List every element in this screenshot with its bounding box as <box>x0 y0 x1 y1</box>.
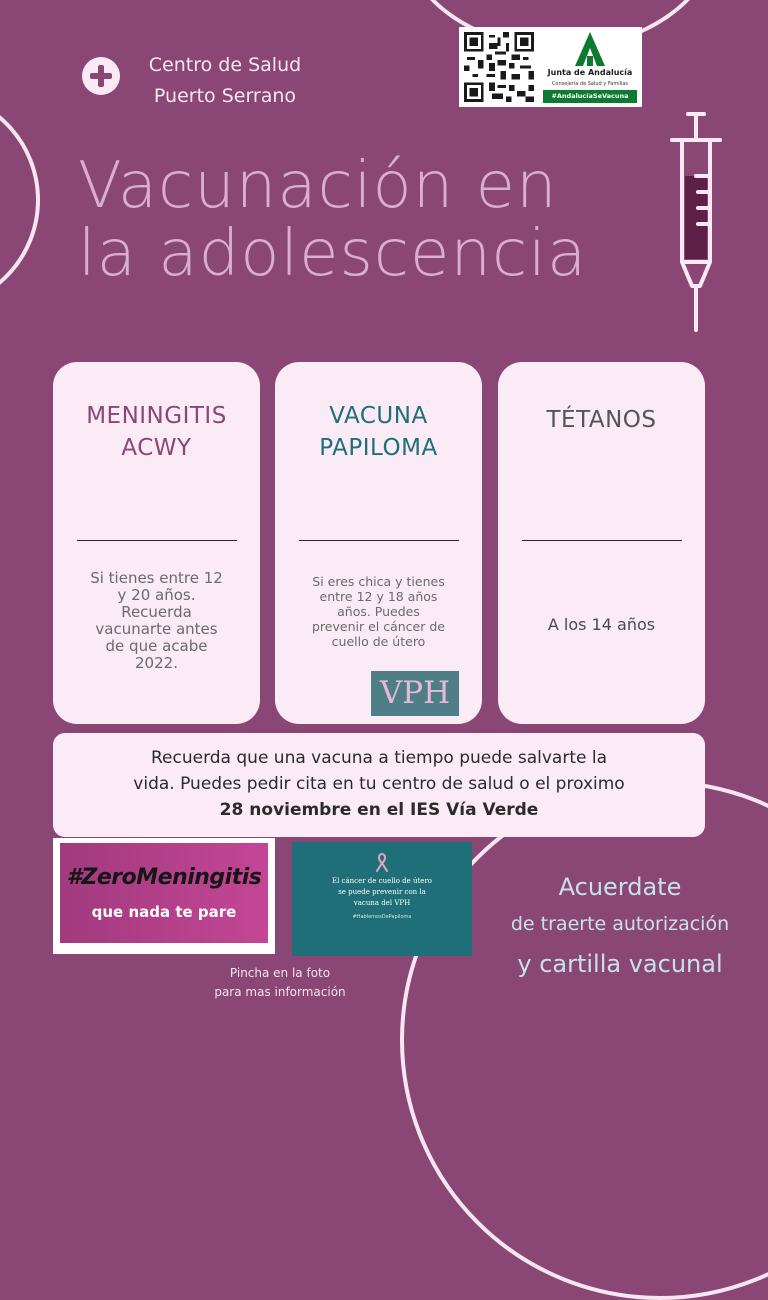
qr-code-icon[interactable] <box>464 32 534 102</box>
card-title <box>53 400 260 464</box>
health-center-line2: Puerto Serrano <box>153 85 297 107</box>
bring-documents-reminder <box>480 870 760 984</box>
card-title <box>275 400 482 464</box>
card-text-line: años. Puedes <box>337 604 420 619</box>
card-description <box>83 570 230 672</box>
card-papiloma <box>275 362 482 724</box>
junta-name: Junta de Andalucía <box>547 68 633 77</box>
card-title <box>498 404 705 436</box>
card-text-line: y 20 años. <box>117 586 196 604</box>
pink-ribbon-icon <box>372 852 392 872</box>
card-description <box>518 616 685 633</box>
zero-meningitis-image[interactable] <box>60 843 268 943</box>
vph-campaign-line: El cáncer de cuello de útero <box>331 877 433 885</box>
syringe-icon <box>666 110 726 335</box>
card-text-line: entre 12 y 18 años <box>319 589 438 604</box>
zero-meningitis-hashtag: #ZeroMeningitis <box>66 865 262 890</box>
card-text-line: Recuerda <box>121 603 192 621</box>
card-title-line1: VACUNA <box>329 403 428 429</box>
card-text-line: Si eres chica y tienes <box>312 574 445 589</box>
junta-andalucia-logo-icon <box>575 32 605 66</box>
banner-line2: vida. Puedes pedir cita en tu centro de salud o el proximo <box>133 774 625 794</box>
page-title <box>78 149 658 291</box>
banner-line3: 28 noviembre en el IES Vía Verde <box>219 800 539 820</box>
vph-campaign-line: vacuna del VPH <box>353 899 411 907</box>
junta-hashtag: #AndalucíaSeVacuna <box>543 90 637 103</box>
card-text-line: A los 14 años <box>547 615 656 634</box>
card-divider <box>522 540 682 541</box>
photo-caption-line1: Pincha en la foto <box>229 966 331 980</box>
page-title-line1: Vacunación en <box>78 149 558 223</box>
decorative-ring-left <box>0 90 40 310</box>
photo-caption <box>190 964 370 1002</box>
junta-department: Consejería de Salud y Familias <box>551 81 629 87</box>
junta-andalucia-logo[interactable] <box>541 30 639 104</box>
card-title-line2: PAPILOMA <box>319 435 438 461</box>
health-center-line1: Centro de Salud <box>148 54 302 76</box>
card-tetanos <box>498 362 705 724</box>
card-divider <box>77 540 237 541</box>
photo-caption-line2: para mas información <box>214 985 346 999</box>
card-text-line: de que acabe <box>105 637 208 655</box>
card-meningitis <box>53 362 260 724</box>
vph-campaign-line: se puede prevenir con la <box>338 888 426 896</box>
reminder-line3: y cartilla vacunal <box>517 950 723 978</box>
zero-meningitis-image-link[interactable] <box>53 838 275 954</box>
page-title-line2: la adolescencia <box>78 217 588 291</box>
card-title-line1: MENINGITIS <box>86 403 227 429</box>
reminder-line1: Acuerdate <box>558 873 682 901</box>
card-title-line1: TÉTANOS <box>546 407 657 433</box>
card-text-line: Si tienes entre 12 <box>90 569 223 587</box>
card-text-line: prevenir el cáncer de <box>312 619 445 634</box>
vph-campaign-hashtag: #HablemosDePapiloma <box>352 914 412 920</box>
card-title-line2: ACWY <box>121 435 192 461</box>
vph-campaign-text <box>312 876 452 909</box>
card-text-line: 2022. <box>135 654 178 672</box>
zero-meningitis-slogan: que nada te pare <box>91 903 237 921</box>
card-description <box>299 574 458 649</box>
card-divider <box>299 540 459 541</box>
card-text-line: vacunarte antes <box>95 620 218 638</box>
card-text-line: cuello de útero <box>331 634 426 649</box>
medical-plus-icon <box>82 57 120 95</box>
vph-badge[interactable]: VPH <box>371 671 459 716</box>
qr-and-logo-box[interactable] <box>459 27 642 107</box>
reminder-banner <box>53 733 705 837</box>
reminder-line2: de traerte autorización <box>510 913 730 935</box>
vph-campaign-image-link[interactable] <box>292 842 472 956</box>
health-center-name <box>130 50 320 112</box>
banner-line1: Recuerda que una vacuna a tiempo puede salvarte la <box>150 748 608 768</box>
